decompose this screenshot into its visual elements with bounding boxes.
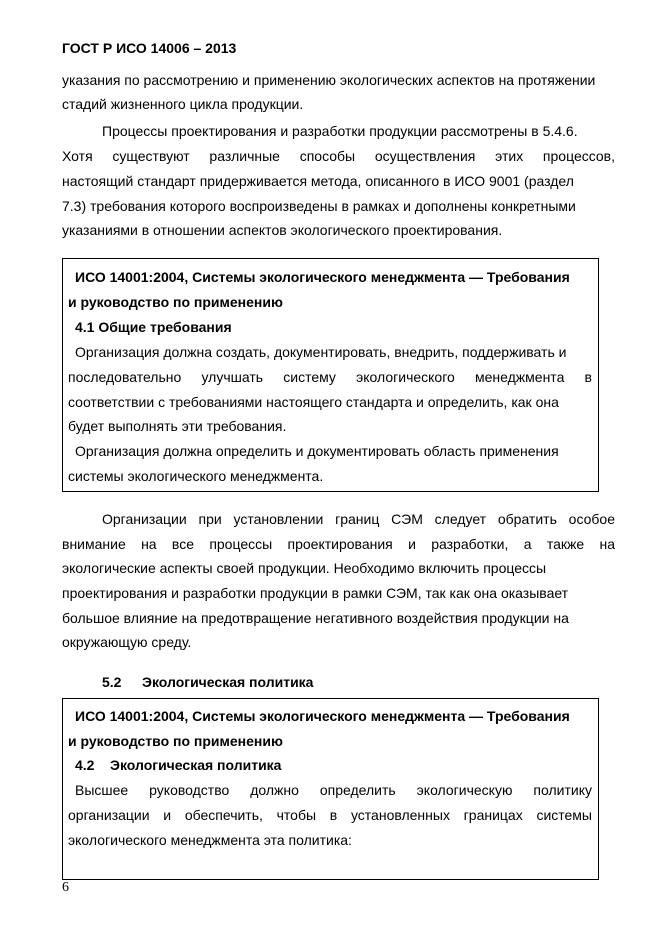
para2-line-4: проектирования и разработки продукции в рамки СЭМ, так как она оказывает xyxy=(62,585,569,601)
box2-line-2: организации и обеспечить, чтобы в установленных границах системы xyxy=(68,807,592,823)
para2-line-2: внимание на все процессы проектирования и разработки, а также на xyxy=(62,536,615,552)
box2-title-line-2: и руководство по применению xyxy=(68,733,283,749)
para1-line-1: Процессы проектирования и разработки продукции рассмотрены в 5.4.6. xyxy=(102,123,578,139)
intro-line-1: указания по рассмотрению и применению экологических аспектов на протяжении xyxy=(62,72,596,88)
document-header-title: ГОСТ Р ИСО 14006 – 2013 xyxy=(62,40,237,56)
box2-sub-number: 4.2 xyxy=(75,757,95,773)
para2-line-5: большое влияние на предотвращение негативного воздействия продукции на xyxy=(62,610,569,626)
para2-line-6: окружающую среду. xyxy=(62,634,192,650)
box1-title-line-2: и руководство по применению xyxy=(68,294,283,310)
page-number: 6 xyxy=(62,880,69,895)
box2-title-line-1: ИСО 14001:2004, Системы экологического менеджмента — Требования xyxy=(75,708,570,724)
box1-subheading: 4.1 Общие требования xyxy=(75,319,232,335)
para2-line-1: Организации при установлении границ СЭМ следует обратить особое xyxy=(102,511,615,527)
box2-line-3: экологического менеджмента эта политика: xyxy=(68,832,352,848)
section-title: Экологическая политика xyxy=(142,674,314,690)
box1-line-6: системы экологического менеджмента. xyxy=(68,468,324,484)
box1-line-2: последовательно улучшать систему экологического менеджмента в xyxy=(68,369,592,385)
box1-title-line-1: ИСО 14001:2004, Системы экологического менеджмента — Требования xyxy=(75,269,570,285)
intro-line-2: стадий жизненного цикла продукции. xyxy=(62,96,304,112)
box1-line-1: Организация должна создать, документировать, внедрить, поддерживать и xyxy=(75,344,567,360)
box2-line-1: Высшее руководство должно определить экологическую политику xyxy=(75,782,592,798)
box1-line-5: Организация должна определить и документировать область применения xyxy=(75,443,559,459)
para1-line-2: Хотя существуют различные способы осуществления этих процессов, xyxy=(62,148,615,164)
box1-line-3: соответствии с требованиями настоящего стандарта и определить, как она xyxy=(68,394,559,410)
para1-line-3: настоящий стандарт придерживается метода, описанного в ИСО 9001 (раздел xyxy=(62,173,574,189)
para1-line-5: указаниями в отношении аспектов экологического проектирования. xyxy=(62,222,503,238)
box1-line-4: будет выполнять эти требования. xyxy=(68,418,287,434)
section-number: 5.2 xyxy=(102,674,122,690)
box2-sub-title: Экологическая политика xyxy=(110,757,282,773)
para1-line-4: 7.3) требования которого воспроизведены в рамках и дополнены конкретными xyxy=(62,198,576,214)
para2-line-3: экологические аспекты своей продукции. Необходимо включить процессы xyxy=(62,560,547,576)
